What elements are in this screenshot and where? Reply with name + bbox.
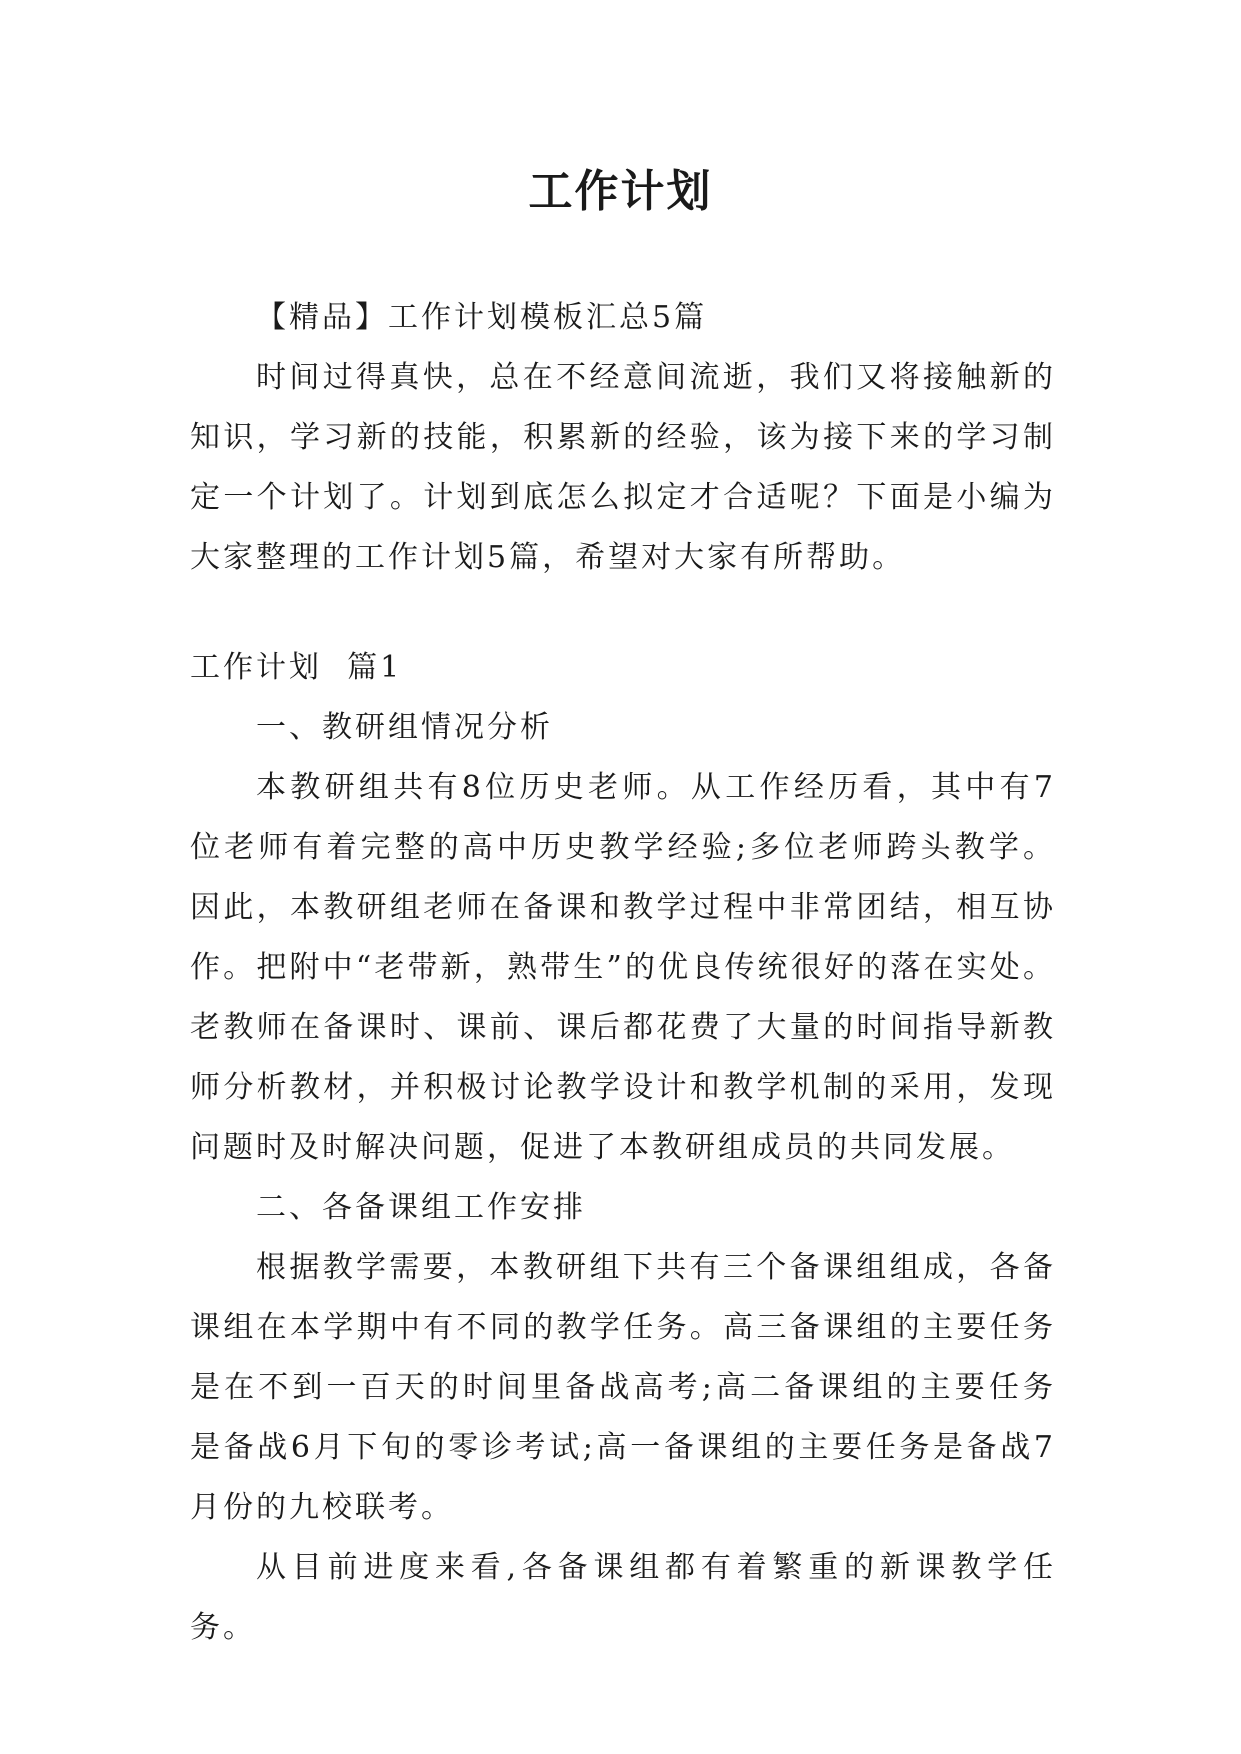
document-subtitle: 【精品】工作计划模板汇总5篇	[256, 300, 708, 335]
section-heading: 工作计划 篇1	[190, 650, 403, 685]
paragraph-work-arrangement: 根据教学需要，本教研组下共有三个备课组组成，各备课组在本学期中有不同的教学任务。高三备课组的主要任务是在不到一百天的时间里备战高考;高二备课组的主要任务是备战6月下旬的零诊考试;高一备课组的主要任务是备战7月份的九校联考。	[190, 1250, 1056, 1525]
document-body	[190, 288, 1056, 1658]
heading-situation-analysis: 一、教研组情况分析	[256, 710, 553, 745]
document-title: 工作计划	[528, 166, 713, 217]
intro-paragraph: 时间过得真快，总在不经意间流逝，我们又将接触新的知识，学习新的技能，积累新的经验，该为接下来的学习制定一个计划了。计划到底怎么拟定才合适呢？下面是小编为大家整理的工作计划5篇，希望对大家有所帮助。	[190, 360, 1056, 575]
heading-work-arrangement: 二、各备课组工作安排	[256, 1190, 586, 1225]
paragraph-progress: 从目前进度来看,各备课组都有着繁重的新课教学任务。	[190, 1550, 1056, 1645]
paragraph-situation-analysis: 本教研组共有8位历史老师。从工作经历看，其中有7位老师有着完整的高中历史教学经验;多位老师跨头教学。因此，本教研组老师在备课和教学过程中非常团结，相互协作。把附中“老带新，熟带生”的优良传统很好的落在实处。老教师在备课时、课前、课后都花费了大量的时间指导新教师分析教材，并积极讨论教学设计和教学机制的采用，发现问题时及时解决问题，促进了本教研组成员的共同发展。	[190, 770, 1056, 1165]
